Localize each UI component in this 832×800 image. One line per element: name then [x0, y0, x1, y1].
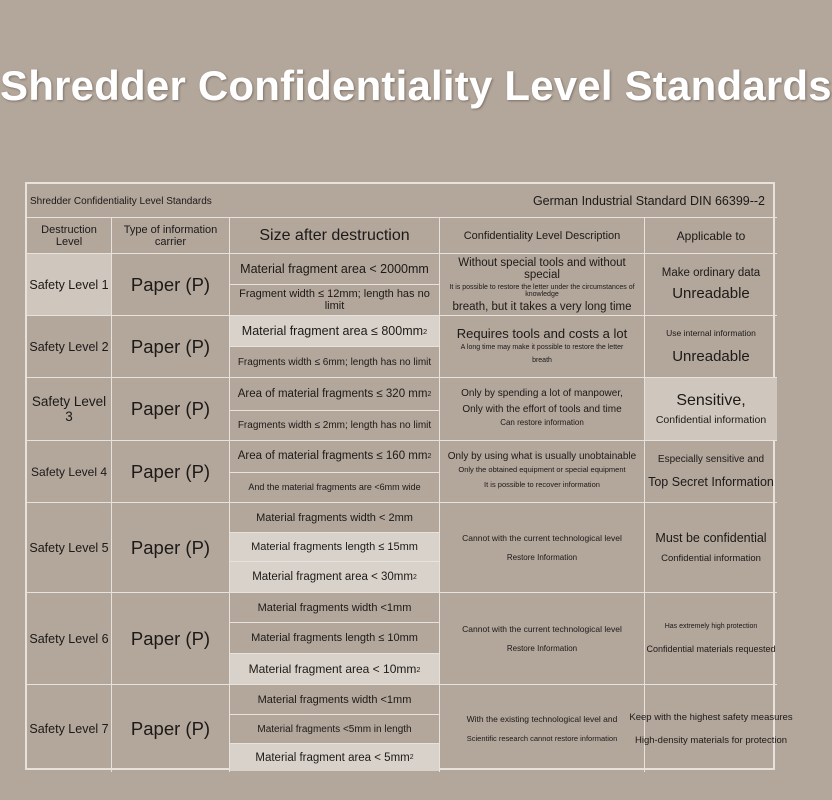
applicable-line: Especially sensitive and — [657, 454, 765, 465]
carrier-cell: Paper (P) — [112, 685, 230, 772]
description-cell — [440, 503, 645, 593]
size-line: Area of material fragments ≤ 320 mm 2 — [230, 378, 439, 411]
standard-name: German Industrial Standard DIN 66399--2 — [440, 184, 777, 218]
level-cell: Safety Level 1 — [27, 254, 112, 316]
description-cell — [440, 593, 645, 685]
description-line: Only by spending a lot of manpower, — [461, 388, 623, 399]
applicable-line: Unreadable — [672, 285, 750, 302]
applicable-line: Must be confidential — [655, 531, 767, 545]
table-caption: Shredder Confidentiality Level Standards — [27, 184, 440, 218]
description-cell — [440, 685, 645, 772]
description-cell — [440, 316, 645, 378]
level-cell: Safety Level 2 — [27, 316, 112, 378]
applicable-cell — [645, 503, 777, 593]
description-cell — [440, 441, 645, 503]
applicable-line: Unreadable — [672, 348, 750, 365]
level-cell: Safety Level 7 — [27, 685, 112, 772]
size-line: Material fragment area < 30mm 2 — [230, 562, 439, 592]
applicable-line: Has extremely high protection — [664, 623, 758, 630]
size-line: Material fragment area < 5mm 2 — [230, 744, 439, 771]
description-line: Restore Information — [506, 644, 578, 653]
applicable-cell — [645, 254, 777, 316]
size-line: Fragment width ≤ 12mm; length has no limit — [239, 288, 430, 312]
applicable-cell — [645, 441, 777, 503]
carrier-cell: Paper (P) — [112, 378, 230, 441]
description-line: Can restore information — [500, 418, 584, 427]
page-title: Shredder Confidentiality Level Standards — [0, 62, 832, 109]
size-line: Material fragment area < 10mm 2 — [230, 654, 439, 684]
description-cell — [440, 378, 645, 441]
size-line: Material fragments length ≤ 15mm — [230, 533, 439, 562]
description-line: It is possible to restore the letter under the circumstances of knowledge — [449, 283, 635, 298]
standards-table — [25, 182, 793, 770]
description-line: Only the obtained equipment or special equipment — [458, 465, 626, 474]
applicable-cell — [645, 593, 777, 685]
carrier-cell: Paper (P) — [112, 593, 230, 685]
size-cell — [230, 316, 440, 378]
applicable-cell — [645, 378, 777, 441]
description-cell — [440, 254, 645, 316]
size-cell — [230, 685, 440, 772]
level-cell: Safety Level 6 — [27, 593, 112, 685]
level-cell: Safety Level 4 — [27, 441, 112, 503]
description-line: Cannot with the current technological level — [462, 533, 622, 543]
size-line: Material fragments width <1mm — [230, 593, 439, 623]
description-line: Scientific research cannot restore information — [466, 734, 618, 743]
carrier-cell: Paper (P) — [112, 316, 230, 378]
header-description: Confidentiality Level Description — [440, 218, 645, 254]
description-line: Cannot with the current technological level — [462, 624, 622, 634]
applicable-line: Confidential information — [661, 553, 761, 564]
applicable-line: High-density materials for protection — [634, 734, 788, 746]
header-carrier: Type of information carrier — [112, 218, 230, 254]
carrier-cell: Paper (P) — [112, 503, 230, 593]
description-line: breath — [532, 357, 552, 364]
size-cell — [230, 254, 440, 316]
size-line: Fragments width ≤ 2mm; length has no limit — [237, 420, 432, 431]
size-cell — [230, 503, 440, 593]
size-cell — [230, 378, 440, 441]
level-cell: Safety Level 3 — [27, 378, 112, 441]
description-line: Only with the effort of tools and time — [462, 404, 622, 415]
applicable-line: Confidential information — [655, 414, 767, 426]
applicable-cell — [645, 316, 777, 378]
applicable-line: Confidential materials requested — [646, 644, 776, 654]
description-line: A long time may make it possible to restore the letter — [460, 344, 624, 351]
description-line: Without special tools and without special — [458, 256, 626, 281]
description-line: Restore Information — [506, 553, 578, 562]
size-line: Material fragments length ≤ 10mm — [230, 623, 439, 654]
size-line: Material fragments width < 2mm — [230, 503, 439, 533]
size-line: Area of material fragments ≤ 160 mm 2 — [230, 441, 439, 473]
size-line: Fragments width ≤ 6mm; length has no limit — [237, 356, 432, 368]
description-line: breath, but it takes a very long time — [452, 300, 632, 313]
size-cell — [230, 441, 440, 503]
description-line: With the existing technological level and — [466, 714, 618, 724]
level-cell: Safety Level 5 — [27, 503, 112, 593]
applicable-cell — [629, 685, 793, 772]
applicable-line: Sensitive, — [676, 392, 746, 409]
size-line: Material fragments width <1mm — [230, 686, 439, 715]
description-line: It is possible to recover information — [484, 480, 600, 489]
applicable-line: Top Secret Information — [648, 475, 774, 489]
carrier-cell: Paper (P) — [112, 441, 230, 503]
header-size: Size after destruction — [230, 218, 440, 254]
size-line: Material fragments <5mm in length — [230, 715, 439, 744]
size-line: And the material fragments are <6mm wide — [248, 482, 421, 493]
size-cell — [230, 593, 440, 685]
size-line: Material fragment area < 2000mm — [230, 254, 439, 285]
header-applicable: Applicable to — [645, 218, 777, 254]
header-level: Destruction Level — [27, 218, 112, 254]
description-line: Requires tools and costs a lot — [456, 326, 628, 341]
size-line: Material fragment area ≤ 800mm 2 — [230, 316, 439, 347]
applicable-line: Use internal information — [666, 328, 756, 338]
applicable-line: Make ordinary data — [661, 267, 761, 279]
carrier-cell: Paper (P) — [112, 254, 230, 316]
applicable-line: Keep with the highest safety measures — [629, 711, 793, 723]
description-line: Only by using what is usually unobtainable — [447, 451, 637, 462]
